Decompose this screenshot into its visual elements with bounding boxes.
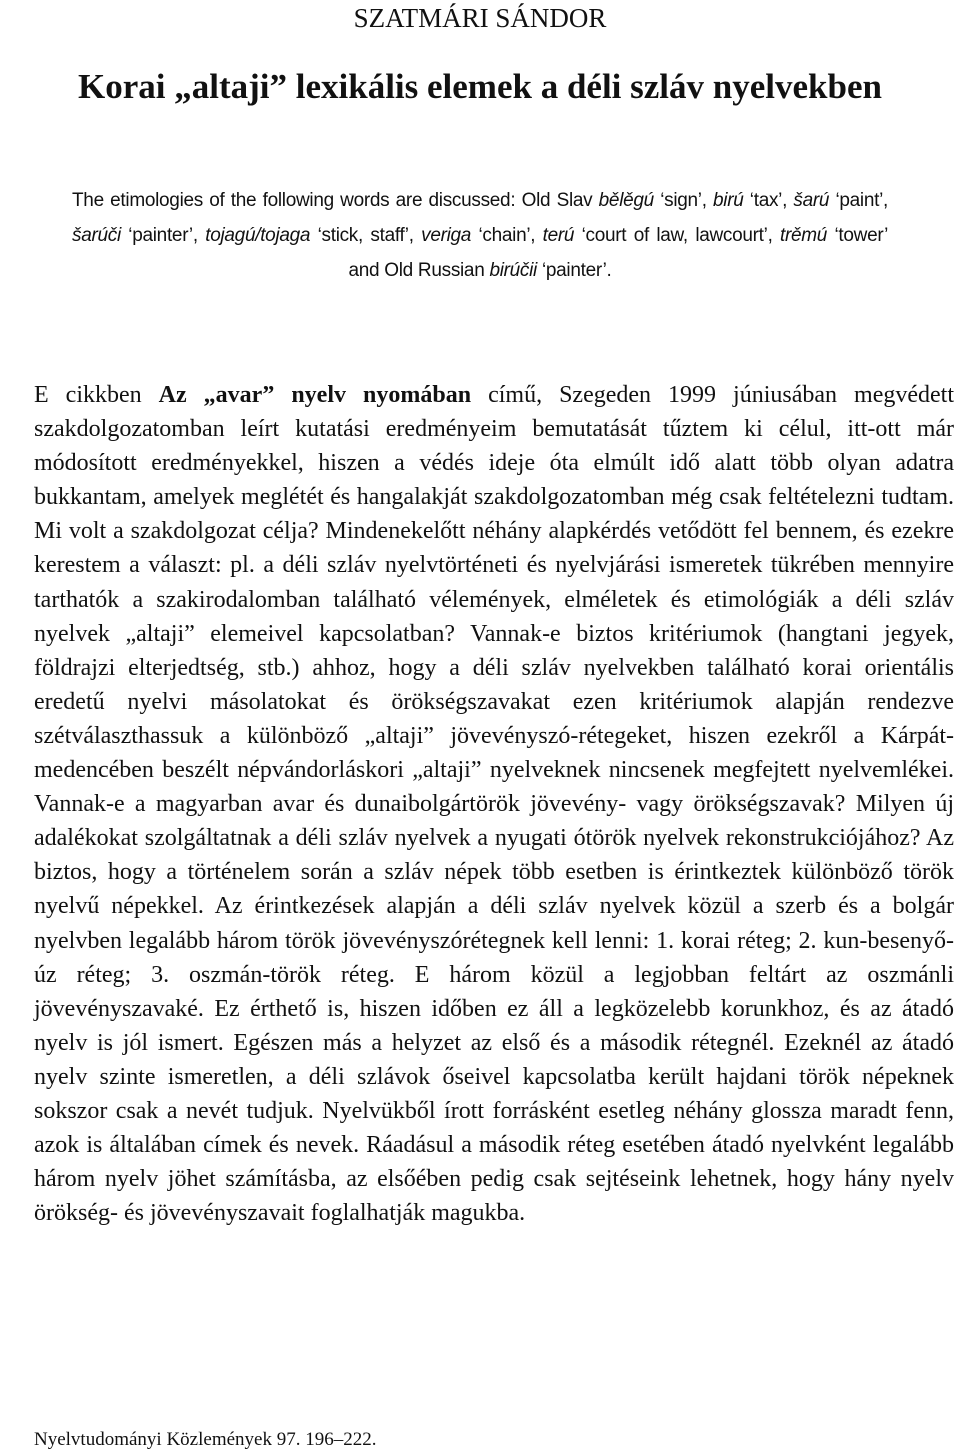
abstract-word: terú	[542, 225, 575, 246]
abstract-word: šarúči	[72, 225, 121, 246]
body-paragraph	[34, 378, 954, 1230]
abstract-text: ‘paint’,	[829, 190, 888, 211]
abstract-text: ‘tax’,	[743, 190, 794, 211]
abstract-text: ‘stick, staff’,	[310, 225, 422, 246]
abstract-word: birú	[713, 190, 744, 211]
abstract-text: ‘sign’,	[653, 190, 714, 211]
body-lead: E cikkben	[34, 382, 159, 408]
abstract-word: tojagú/tojaga	[205, 225, 311, 246]
abstract-text: ‘chain’,	[471, 225, 543, 246]
abstract-word: veriga	[421, 225, 472, 246]
abstract-text: The etimologies of the following words are discussed: Old Slav	[72, 190, 599, 211]
thesis-title: Az „avar” nyelv nyomában	[158, 382, 472, 408]
abstract-word: šarú	[793, 190, 830, 211]
journal-reference: Nyelvtudományi Közlemények 97. 196–222.	[34, 1429, 377, 1450]
abstract-word: trěmú	[779, 225, 828, 246]
author-name: SZATMÁRI SÁNDOR	[353, 3, 607, 33]
body-text: című, Szegeden 1999 júniusában megvédett szakdolgozatomban leírt kutatási eredményeim bemutatását tűztem ki célul, itt-ott már módosított eredményekkel, hiszen a védés ideje óta elmúlt idő alatt több olyan adatra bukkantam, amelyek meglétét és hangalakját szakdolgozatomban még csak feltételezni tudtam. Mi volt a szakdolgozat célja? Mindenekelőtt néhány alapkérdés vetődött fel bennem, és ezekre kerestem a választ: pl. a déli szláv nyelvtörténeti és nyelvjárási ismeretek tükrében mennyire tarthatók a szakirodalomban található vélemények, elméletek és etimológiák a déli szláv nyelvek „altaji” elemeivel kapcsolatban? Vannak-e biztos kritériumok (hangtani jegyek, földrajzi elterjedtség, stb.) ahhoz, hogy a déli szláv nyelvekben található korai orientális eredetű nyelvi másolatokat és örökségszavakat ezen kritériumok alapján rendezve szétválaszthassuk a különböző „altaji” jövevényszó-rétegeket, hiszen ezekről a Kárpát-medencében beszélt népvándorláskori „altaji” nyelveknek nincsenek megfejtett nyelvemlékei. Vannak-e a magyarban avar és dunaibolgártörök jövevény- vagy örökségszavak? Milyen új adalékokat szolgáltatnak a déli szláv nyelvek a nyugati ótörök nyelvek rekonstrukciójához? Az biztos, hogy a történelem során a szláv népek több esetben is érintkeztek különböző török nyelvű népekkel. Az érintkezések alapján a déli szláv nyelvek közül a szerb és a bolgár nyelvben legalább három török jövevényszórétegnek kell lenni: 1. korai réteg; 2. kun-besenyő-úz réteg; 3. oszmán-török réteg. E három közül a legjobban feltárt az oszmánli jövevényszavaké. Ez érthető is, hiszen időben ez áll a legközelebb korunkhoz, és az átadó nyelv is jól ismert. Egészen más a helyzet az első és a második rétegnél. Ezeknél az átadó nyelv szinte ismeretlen, a déli szlávok őseivel kapcsolatba került hajdani török népeknek sokszor csak a nevét tudjuk. Nyelvükből írott forrásként esetleg néhány glossza maradt fenn, azok is általában címek és nevek. Ráadásul a második réteg esetében átadó nyelvként legalább három nyelv jöhet számításba, az elsőében pedig csak sejtéseink lehetnek, hogy hány nyelv örökség- és jövevényszavait foglalhatják magukba.	[34, 382, 955, 1227]
abstract-word: bělěgú	[598, 190, 654, 211]
abstract-text: ‘painter’,	[120, 225, 206, 246]
abstract-word: birúčii	[489, 260, 537, 281]
abstract-text: ‘painter’.	[536, 260, 612, 281]
abstract-text: ‘tower’ and Old Russian	[348, 225, 888, 281]
article-title: Korai „altaji” lexikális elemek a déli szláv nyelvekben	[78, 67, 882, 106]
abstract-text: ‘court of law, lawcourt’,	[574, 225, 780, 246]
abstract	[72, 183, 888, 288]
